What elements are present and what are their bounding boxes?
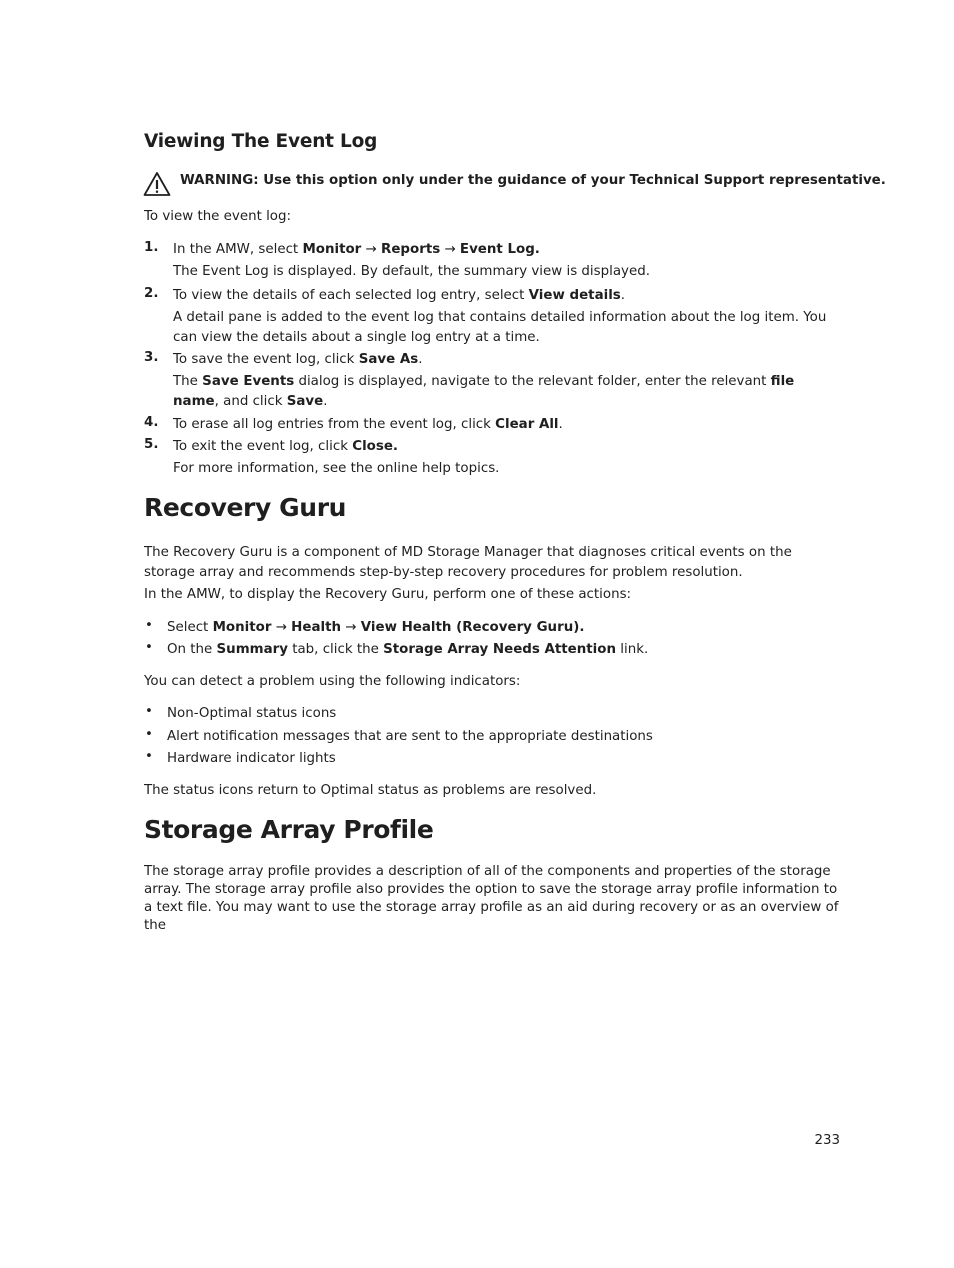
menu-health: Health [291,620,342,635]
bullet: • [145,640,153,655]
bullet: • [145,704,153,719]
step-5-note: For more information, see the online help topics. [173,461,500,476]
storage-array-profile-para-1: The storage array profile provides a description of all of the components and properties of the storage array. The storage array profile also provides the option to save the storage array profile information to a text file. You may want to use the storage array profile as an aid during recovery or as an overview of the [144,864,839,933]
recovery-guru-para-2: In the AMW, to display the Recovery Guru, perform one of these actions: [144,587,632,602]
step-2-text: To view the details of each selected log entry, select View details. [173,288,626,303]
step-3-text: To save the event log, click Save As. [173,352,423,367]
page-number: 233 [814,1133,840,1148]
menu-monitor: Monitor [302,242,362,257]
step-4-text: To erase all log entries from the event log, click Clear All. [173,417,563,432]
menu-monitor: Monitor [212,620,272,635]
indicator-item-2: Alert notification messages that are sent to the appropriate destinations [167,729,653,744]
recovery-guru-para-4: The status icons return to Optimal status as problems are resolved. [144,783,597,798]
option-clear-all: Clear All [495,417,559,432]
step-2-note: A detail pane is added to the event log that contains detailed information about the log item. You can view the details about a single log entry at a time. [173,310,827,345]
step-1-text: In the AMW, select Monitor → Reports → Event Log. [173,242,540,257]
step-number: 5. [144,437,159,452]
option-save-as: Save As [358,352,419,367]
menu-reports: Reports [381,242,441,257]
section-heading-storage-array-profile: Storage Array Profile [144,815,434,844]
step-number: 1. [144,240,159,255]
step-number: 3. [144,350,159,365]
field-file-name: file name [173,374,795,409]
warning-icon [143,171,171,197]
step-3-note: The Save Events dialog is displayed, navigate to the relevant folder, enter the relevant file name, and click Save. [173,374,795,409]
indicator-item-1: Non-Optimal status icons [167,706,337,721]
action-item-2: On the Summary tab, click the Storage Array Needs Attention link. [167,642,649,657]
link-storage-array-needs-attention: Storage Array Needs Attention [383,642,617,657]
recovery-guru-para-1: The Recovery Guru is a component of MD Storage Manager that diagnoses critical events on the storage array and recommends step-by-step recovery procedures for problem resolution. [144,545,792,580]
menu-view-health: View Health (Recovery Guru). [360,620,585,635]
recovery-guru-para-3: You can detect a problem using the following indicators: [144,674,521,689]
warning-text: WARNING: Use this option only under the guidance of your Technical Support representative. [180,173,886,188]
section-heading-recovery-guru: Recovery Guru [144,493,347,522]
bullet: • [145,727,153,742]
action-item-1: Select Monitor → Health → View Health (Recovery Guru). [167,620,585,635]
step-5-text: To exit the event log, click Close. [173,439,399,454]
option-save: Save [286,393,324,409]
option-view-details: View details [528,288,621,303]
menu-event-log: Event Log. [459,242,540,257]
dialog-save-events: Save Events [202,374,295,389]
indicator-item-3: Hardware indicator lights [167,751,336,766]
step-number: 4. [144,415,159,430]
step-1-note: The Event Log is displayed. By default, the summary view is displayed. [173,264,650,279]
intro-text: To view the event log: [144,209,291,224]
bullet: • [145,749,153,764]
step-number: 2. [144,286,159,301]
bullet: • [145,618,153,633]
tab-summary: Summary [216,642,288,657]
section-heading-event-log: Viewing The Event Log [144,131,378,152]
option-close: Close. [352,439,399,454]
